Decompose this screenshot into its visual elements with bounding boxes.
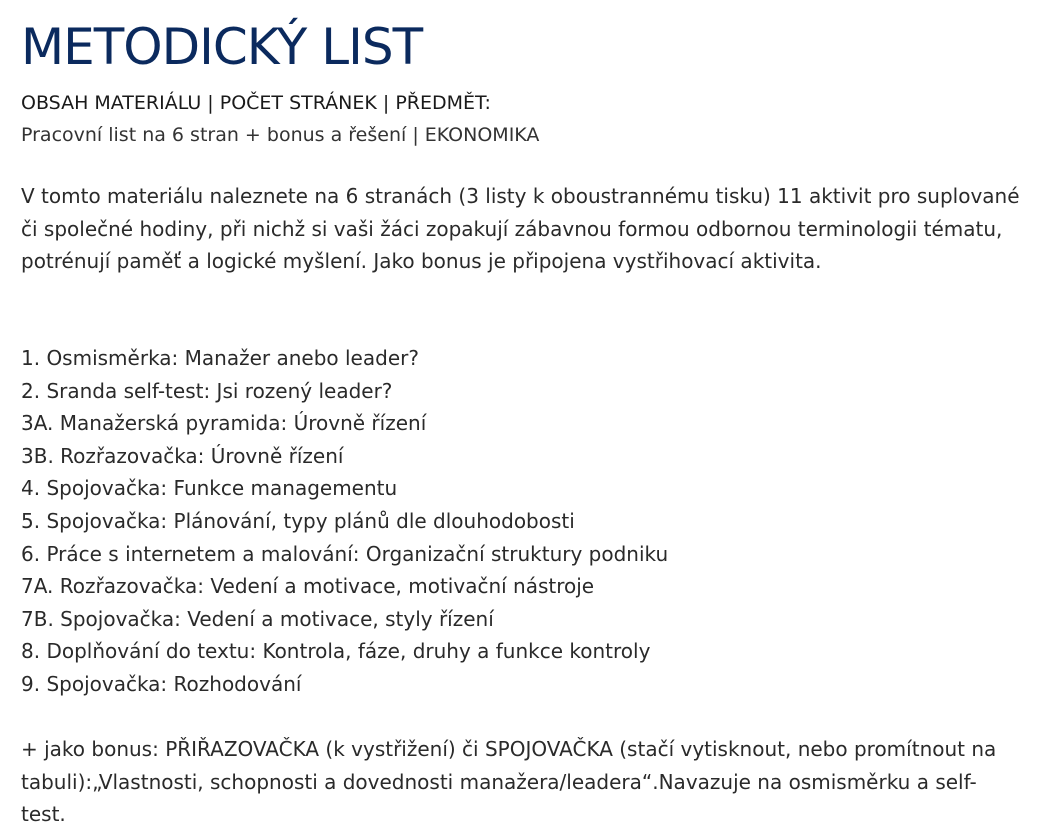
document-title: METODICKÝ LIST [21,18,423,76]
activity-item: 3B. Rozřazovačka: Úrovně řízení [21,443,344,468]
activity-item: 2. Sranda self-test: Jsi rozený leader? [21,378,393,403]
activity-item: 6. Práce s internetem a malování: Organizační struktury podniku [21,541,669,566]
meta-heading: OBSAH MATERIÁLU | POČET STRÁNEK | PŘEDMĚT: [21,92,491,114]
intro-paragraph: V tomto materiálu naleznete na 6 stranách (3 listy k oboustrannému tisku) 11 aktivit pro suplované či společné hodiny, při nichž si vaši žáci zopakují zábavnou formou odbornou terminologii tématu, potrénují paměť a logické myšlení. Jako bonus je připojena vystřihovací aktivita. [21,184,1020,273]
bonus-paragraph: + jako bonus: PŘIŘAZOVAČKA (k vystřižení) či SPOJOVAČKA (stačí vytisknout, nebo promítnout na tabuli):„Vlastnosti, schopnosti a dovednosti manažera/leadera“.Navazuje na osmisměrku a self-test. [21,737,997,826]
activity-item: 7A. Rozřazovačka: Vedení a motivace, motivační nástroje [21,574,595,599]
activity-item: 3A. Manažerská pyramida: Úrovně řízení [21,411,427,436]
meta-value: Pracovní list na 6 stran + bonus a řešení | EKONOMIKA [21,124,540,146]
activity-item: 8. Doplňování do textu: Kontrola, fáze, druhy a funkce kontroly [21,639,651,664]
activity-item: 7B. Spojovačka: Vedení a motivace, styly řízení [21,606,494,631]
activity-item: 5. Spojovačka: Plánování, typy plánů dle dlouhodobosti [21,508,575,533]
activity-item: 1. Osmisměrka: Manažer anebo leader? [21,346,419,370]
activity-list [21,342,668,701]
activity-item: 4. Spojovačka: Funkce managementu [21,476,398,501]
activity-item: 9. Spojovačka: Rozhodování [21,671,302,696]
